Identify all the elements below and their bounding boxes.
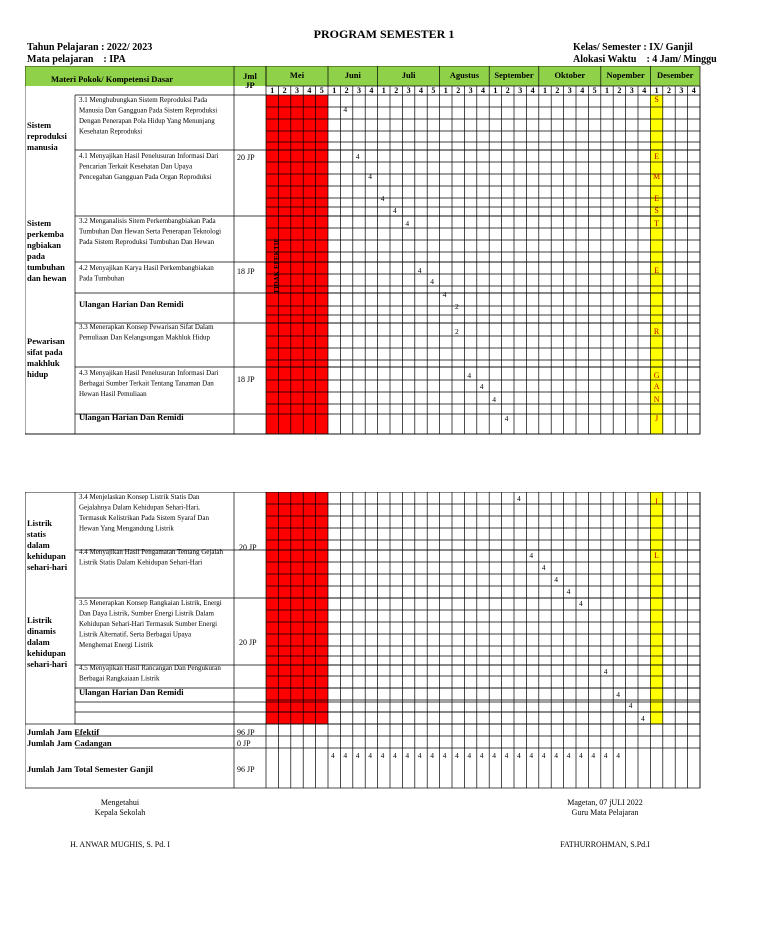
weekly-jp: 4 [554, 751, 558, 760]
page-title: PROGRAM SEMESTER 1 [313, 27, 455, 41]
week-label: 5 [592, 86, 597, 95]
weekly-jp: 4 [517, 751, 521, 760]
week-label: 2 [456, 86, 461, 95]
weekly-jp: 4 [529, 751, 534, 760]
semester-letter: A [653, 382, 660, 391]
month-desember: Desember [657, 70, 694, 80]
jp-entry: 4 [430, 277, 434, 286]
weekly-jp: 4 [504, 751, 509, 760]
semester-letter: G [653, 371, 660, 380]
jp-entry: 4 [628, 701, 633, 710]
weekly-jp: 4 [591, 751, 596, 760]
jp-entry: 4 [368, 172, 372, 181]
month-mei: Mei [289, 70, 305, 80]
jp-entry: 4 [393, 206, 397, 215]
semester-letter: E [654, 152, 660, 161]
tahun-pelajaran: Tahun Pelajaran : 2022/ 2023 [27, 42, 153, 53]
semester-letter: E [654, 194, 660, 203]
jp-entry: 4 [442, 290, 447, 299]
jp-entry: 4 [603, 667, 608, 676]
semester-letter: S [654, 95, 659, 104]
cadangan-value: 0 JP [237, 739, 251, 748]
sig-left-name: H. ANWAR MUGHIS, S. Pd. I [70, 840, 170, 849]
weekly-jp: 4 [393, 751, 397, 760]
sig-left-2: Kepala Sekolah [94, 808, 146, 817]
jp-entry: 4 [479, 382, 484, 391]
week-label: 2 [667, 86, 671, 95]
jp-entry: 4 [380, 194, 385, 203]
cadangan-label: Jumlah Jam Cadangan [27, 738, 112, 748]
kd-10: 4.4 Menyajikan Hasil Pengamatan Tentang Gejalah Listrik Statis Dalam Kehidupan Sehari-Hari [79, 548, 224, 567]
weekly-jp: 4 [579, 751, 583, 760]
week-label: 1 [443, 86, 448, 95]
jp-entry: 4 [405, 219, 410, 228]
week-label: 4 [580, 86, 585, 95]
month-oktober: Oktober [554, 70, 586, 80]
weekly-jp: 4 [566, 751, 571, 760]
semester-letter: S [654, 206, 659, 215]
jp-entry: 4 [641, 714, 645, 723]
sig-right-name: FATHURROHMAN, S.Pd.I [560, 840, 650, 849]
topic-perkembangbiakan: Sistem perkemba ngbiakan pada tumbuhan dan hewan [27, 218, 67, 283]
alokasi-waktu: Alokasi Waktu : 4 Jam/ Minggu [573, 54, 717, 65]
week-label: 2 [617, 86, 622, 95]
week-label: 4 [369, 86, 374, 95]
jp-entry: 4 [554, 575, 558, 584]
schedule-table-bottom [25, 492, 765, 792]
semester-letter: M [653, 172, 661, 181]
efektif-value: 96 JP [237, 728, 255, 737]
month-nopember: Nopember [606, 70, 645, 80]
week-label: 1 [654, 86, 659, 95]
sig-right-2: Guru Mata Pelajaran [571, 808, 639, 817]
semester-letter: L [654, 551, 660, 560]
jp-entry: 4 [579, 599, 583, 608]
weekly-jp: 4 [541, 751, 546, 760]
week-label: 4 [691, 86, 696, 95]
jp-entry: 4 [504, 414, 509, 423]
week-label: 4 [642, 86, 647, 95]
week-label: 3 [406, 86, 411, 95]
jp-4: 20 JP [239, 543, 257, 552]
month-juni: Juni [344, 70, 361, 80]
week-label: 2 [505, 86, 510, 95]
weekly-jp: 4 [331, 751, 335, 760]
total-value: 96 JP [237, 765, 255, 774]
header-jp: JP [245, 80, 255, 90]
weekly-jp: 4 [343, 751, 348, 760]
month-september: September [494, 70, 534, 80]
week-label: 1 [332, 86, 337, 95]
header-jml: Jml [243, 71, 257, 81]
week-label: 1 [381, 86, 386, 95]
weekly-jp: 4 [616, 751, 620, 760]
week-label: 2 [394, 86, 399, 95]
kd-1: 3.1 Menghubungkan Sistem Reproduksi Pada Manusia Dan Gangguan Pada Sistem Reproduksi Dengan Penerapan Pola Hidup Yang Menunjang Kesehatan Reproduksi [79, 96, 218, 136]
week-label: 4 [307, 86, 312, 95]
weekly-jp: 4 [405, 751, 410, 760]
kelas-semester: Kelas/ Semester : IX/ Ganjil [573, 42, 693, 53]
semester-letter: N [653, 395, 660, 404]
jp-entry: 4 [566, 587, 571, 596]
jp-entry: 4 [541, 563, 546, 572]
semester-letter: T [654, 219, 660, 228]
kd-12: 4.5 Menyajikan Hasil Rancangan Dan Pengukuran Berbagai Rangkaiaan Listrik [79, 664, 221, 683]
semester-letter: J [655, 414, 659, 423]
week-label: 4 [481, 86, 485, 95]
weekly-jp: 4 [417, 751, 422, 760]
week-label: 1 [605, 86, 609, 95]
weekly-jp: 4 [479, 751, 484, 760]
jp-2: 18 JP [237, 267, 255, 276]
kd-13: Ulangan Harian Dan Remidi [79, 687, 184, 697]
month-juli: Juli [401, 70, 416, 80]
kd-5: Ulangan Harian Dan Remidi [79, 299, 184, 309]
week-label: 5 [319, 86, 324, 95]
weekly-jp: 4 [380, 751, 385, 760]
week-label: 4 [530, 86, 535, 95]
kd-11: 3.5 Menerapkan Konsep Rangkaian Listrik, Energi Dan Daya Listrik, Sumber Energi Listrik Dalam Kehidupan Sehari-Hari Termasuk Sumber Energi Listrik Alternatif, Serta Berbagai Upaya Menghemat Energi Listrik [79, 599, 222, 649]
week-label: 3 [679, 86, 684, 95]
topic-pewarisan: Pewarisan sifat pada makhluk hidup [27, 336, 65, 379]
kd-4: 4.2 Menyajikan Karya Hasil Perkembangbiakan Pada Tumbuhan [79, 264, 214, 283]
semester-letter: R [653, 327, 660, 336]
weekly-jp: 4 [442, 751, 447, 760]
kd-3: 3.2 Menganalisis Sitem Perkembangbiakan Pada Tumbuhan Dan Hewan Serta Penerapan Teknologi Pada Sistem Reproduksi Tumbuhan Dan Hewan [79, 217, 222, 246]
month-agustus: Agustus [449, 70, 480, 80]
week-label: 3 [357, 86, 361, 95]
week-label: 3 [295, 86, 299, 95]
sig-right-1: Magetan, 07 jULI 2022 [567, 798, 643, 807]
jp-5: 20 JP [239, 638, 257, 647]
week-label: 2 [344, 86, 349, 95]
weekly-jp: 4 [368, 751, 372, 760]
jp-entry: 4 [467, 371, 472, 380]
jp-1: 20 JP [237, 153, 255, 162]
kd-7: 4.3 Menyajikan Hasil Penelusuran Informasi Dari Berbagai Sumber Terkait Tentang Tanaman Dan Hewan Hasil Pemuliaan [79, 369, 219, 398]
week-label: 5 [431, 86, 436, 95]
week-label: 3 [567, 86, 572, 95]
week-label: 2 [282, 86, 287, 95]
jp-3: 18 JP [237, 375, 255, 384]
kd-8: Ulangan Harian Dan Remidi [79, 412, 184, 422]
jp-entry: 4 [417, 266, 422, 275]
jp-entry: 4 [343, 105, 348, 114]
semester-letter: E [654, 266, 660, 275]
topic-listrik-statis: Listrik statis dalam kehidupan sehari-hari [27, 518, 68, 572]
week-label: 2 [555, 86, 560, 95]
jp-entry: 4 [529, 551, 534, 560]
efektif-label: Jumlah Jam Efektif [27, 727, 100, 737]
kd-9: 3.4 Menjelaskan Konsep Listrik Statis Dan Gejalahnya Dalam Kehidupan Sehari-Hari, Termasuk Kelistrikan Pada Sistem Syaraf Dan Hewan Yang Mengandung Listrik [79, 493, 209, 533]
week-label: 1 [493, 86, 498, 95]
jp-entry: 4 [492, 395, 496, 404]
semester-letter: I [655, 497, 658, 506]
week-label: 3 [518, 86, 523, 95]
jp-entry: 2 [455, 302, 459, 311]
tidak-efektif-label: TIDAK EFEKTIF [273, 238, 281, 294]
sig-left-1: Mengetahui [100, 798, 140, 807]
weekly-jp: 4 [355, 751, 360, 760]
total-label: Jumlah Jam Total Semester Ganjil [27, 764, 153, 774]
week-label: 1 [270, 86, 275, 95]
jp-entry: 4 [517, 494, 521, 503]
weekly-jp: 4 [430, 751, 434, 760]
jp-entry: 4 [355, 152, 360, 161]
week-label: 1 [543, 86, 547, 95]
topic-listrik-dinamis: Listrik dinamis dalam kehidupan sehari-hari [27, 615, 68, 669]
header-materi: Materi Pokok/ Kompetensi Dasar [50, 74, 174, 84]
schedule-table-top [25, 66, 765, 436]
kd-6: 3.3 Menerapkan Konsep Pewarisan Sifat Dalam Pemuliaan Dan Kelangsungan Makhluk Hidup [79, 323, 214, 342]
week-label: 4 [419, 86, 423, 95]
weekly-jp: 4 [492, 751, 496, 760]
week-label: 3 [629, 86, 634, 95]
jp-entry: 2 [455, 327, 459, 336]
jp-entry: 4 [616, 690, 620, 699]
weekly-jp: 4 [455, 751, 459, 760]
week-label: 3 [468, 86, 473, 95]
weekly-jp: 4 [603, 751, 608, 760]
mata-pelajaran: Mata pelajaran : IPA [27, 54, 126, 65]
kd-2: 4.1 Menyajikan Hasil Penelusuran Informasi Dari Pencarian Terkait Kesehatan Dan Upaya Pencegahan Gangguan Pada Organ Reproduksi [79, 152, 219, 181]
topic-reproduksi: Sistem reproduksi manusia [27, 120, 67, 152]
weekly-jp: 4 [467, 751, 472, 760]
